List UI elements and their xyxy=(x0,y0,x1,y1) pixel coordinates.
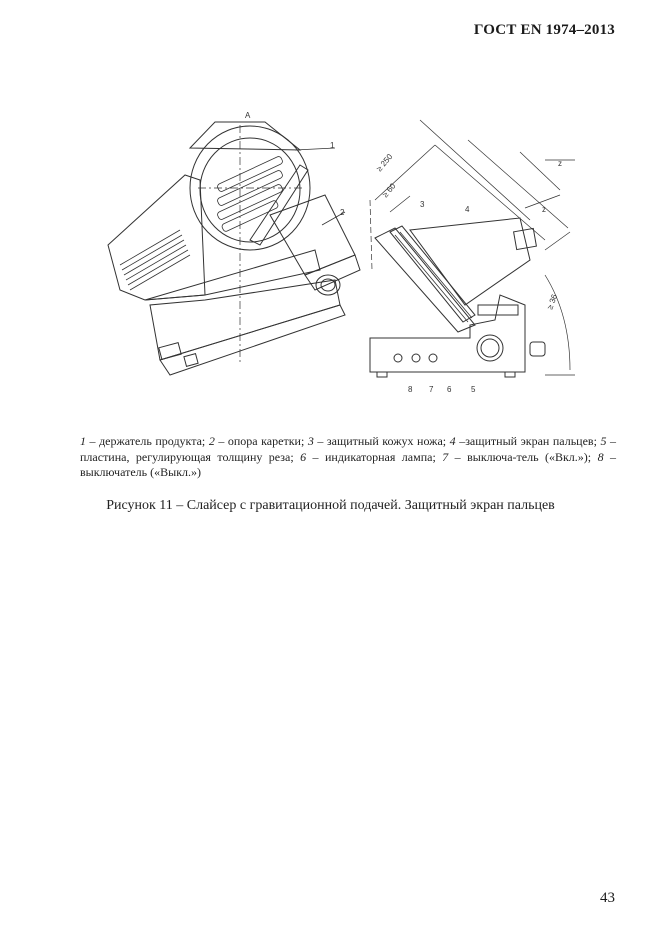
callout-5: 5 xyxy=(471,385,476,394)
page-number: 43 xyxy=(600,890,615,906)
dimension-250: ≥ 250 xyxy=(374,152,395,174)
figure-legend xyxy=(80,434,616,481)
callout-4: 4 xyxy=(465,205,470,214)
dimension-60: ≥ 60 xyxy=(380,181,398,200)
legend-text-4: –защитный экран пальцев; xyxy=(455,434,601,448)
legend-text-5: – пластина, регулирующая толщину реза; xyxy=(80,434,617,464)
legend-num-2: 2 xyxy=(208,434,215,448)
legend-num-5: 5 xyxy=(600,434,607,448)
slicer-drawing xyxy=(90,100,590,410)
legend-text-3: – защитный кожух ножа; xyxy=(313,434,450,448)
callout-7: 7 xyxy=(429,385,434,394)
dimension-z1: z xyxy=(558,159,562,168)
legend-text-8: – выключатель («Выкл.») xyxy=(80,449,616,479)
dimension-z2: z xyxy=(542,205,546,214)
callout-6: 6 xyxy=(447,385,452,394)
view-a-label: A xyxy=(245,111,251,120)
legend-num-8: 8 xyxy=(597,449,604,464)
document-code-header: ГОСТ EN 1974–2013 xyxy=(473,22,615,38)
slicer-perspective-view xyxy=(108,122,360,375)
legend-num-4: 4 xyxy=(449,434,456,448)
legend-num-7: 7 xyxy=(442,449,449,464)
callout-1: 1 xyxy=(330,141,335,150)
figure-caption: Рисунок 11 – Слайсер с гравитационной подачей. Защитный экран пальцев xyxy=(106,498,555,513)
legend-num-6: 6 xyxy=(300,449,307,464)
slicer-side-view xyxy=(370,120,575,377)
legend-text-1: – держатель продукта; xyxy=(86,434,209,448)
dimension-36: ≥ 36 xyxy=(545,293,560,311)
legend-text-7: – выключа-тель («Вкл.»); xyxy=(448,449,598,464)
legend-num-1: 1 xyxy=(80,434,86,448)
legend-text-6: – индикаторная лампа; xyxy=(306,449,443,464)
callout-3: 3 xyxy=(420,200,425,209)
callout-8: 8 xyxy=(408,385,413,394)
legend-num-3: 3 xyxy=(307,434,314,448)
legend-text-2: – опора каретки; xyxy=(214,434,308,448)
callout-2: 2 xyxy=(340,208,345,217)
